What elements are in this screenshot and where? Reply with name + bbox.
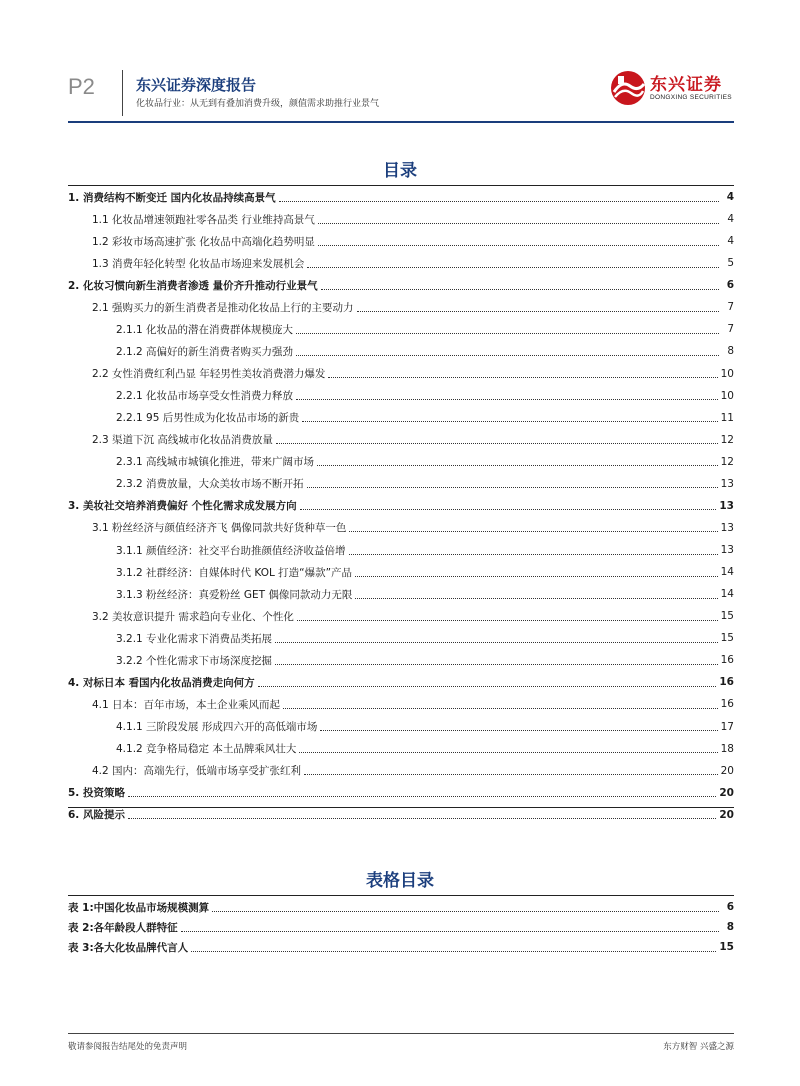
toc-entry[interactable]: 2.3.1 高线城市城镇化推进，带来广阔市场 12 — [116, 455, 734, 469]
toc-entry[interactable]: 3.2.2 个性化需求下市场深度挖掘 16 — [116, 654, 734, 667]
toc-entry[interactable]: 3.1.3 粉丝经济：真爱粉丝 GET 偶像同款动力无限 14 — [116, 588, 734, 601]
toc-entry[interactable]: 2. 化妆习惯向新生消费者渗透 量价齐升推动行业景气 6 — [68, 279, 734, 292]
footer-rule — [68, 1033, 734, 1034]
toc-entry[interactable]: 2.3.2 消费放量，大众美妆市场不断开拓 13 — [116, 477, 734, 491]
toc-entry[interactable]: 6. 风险提示 20 — [68, 808, 734, 822]
toc-entry[interactable]: 2.1.2 高偏好的新生消费者购买力强劲 8 — [116, 345, 734, 358]
toc-list — [68, 186, 734, 826]
toc-entry[interactable]: 3.1.2 社群经济：自媒体时代 KOL 打造“爆款”产品 14 — [116, 566, 734, 579]
toc-entry[interactable]: 4. 对标日本 看国内化妆品消费走向何方 16 — [68, 676, 734, 689]
toc-entry[interactable]: 4.2 国内：高端先行，低端市场享受扩张红利 20 — [92, 764, 734, 778]
page-number: P2 — [68, 74, 95, 99]
toc-entry[interactable]: 3.1.1 颜值经济：社交平台助推颜值经济收益倍增 13 — [116, 544, 734, 557]
toc-entry[interactable]: 2.2.1 95 后男性成为化妆品市场的新贵 11 — [116, 411, 734, 425]
toc-entry[interactable]: 2.2.1 化妆品市场享受女性消费力释放 10 — [116, 389, 734, 403]
toc-entry[interactable]: 1.2 彩妆市场高速扩张 化妆品中高端化趋势明显 4 — [92, 235, 734, 248]
tables-toc-title: 表格目录 — [366, 871, 434, 891]
logo-wordmark: 东兴证券 — [650, 75, 722, 95]
toc-entry[interactable]: 1.3 消费年轻化转型 化妆品市场迎来发展机会 5 — [92, 257, 734, 270]
toc-title: 目录 — [383, 161, 417, 181]
toc-entry[interactable]: 3.2.1 专业化需求下消费品类拓展 15 — [116, 632, 734, 645]
toc-entry[interactable]: 5. 投资策略 20 — [68, 786, 734, 800]
toc-entry[interactable]: 1.1 化妆品增速领跑社零各品类 行业维持高景气 4 — [92, 213, 734, 226]
tables-toc-top-rule — [68, 895, 734, 896]
report-name: 东兴证券深度报告 — [136, 76, 257, 94]
toc-entry[interactable]: 4.1.1 三阶段发展 形成四六开的高低端市场 17 — [116, 720, 734, 734]
logo-english: DONGXING SECURITIES — [650, 94, 732, 101]
toc-entry[interactable]: 2.3 渠道下沉 高线城市化妆品消费放量 12 — [92, 433, 734, 447]
toc-entry[interactable]: 3.1 粉丝经济与颜值经济齐飞 偶像同款共好货种草一色 13 — [92, 521, 734, 535]
toc-entry[interactable]: 4.1 日本：百年市场，本土企业乘风而起 16 — [92, 698, 734, 711]
toc-entry[interactable]: 2.1 强购买力的新生消费者是推动化妆品上行的主要动力 7 — [92, 301, 734, 314]
footer-slogan: 东方财智 兴盛之源 — [663, 1042, 734, 1052]
toc-entry[interactable]: 2.2 女性消费红利凸显 年轻男性美妆消费潜力爆发 10 — [92, 367, 734, 381]
table-toc-entry[interactable]: 表 2:各年龄段人群特征 8 — [68, 921, 734, 934]
header-divider — [122, 70, 123, 116]
toc-entry[interactable]: 4.1.2 竞争格局稳定 本土品牌乘风壮大 18 — [116, 742, 734, 756]
table-toc-entry[interactable]: 表 1:中国化妆品市场规模测算 6 — [68, 901, 734, 914]
toc-entry[interactable]: 3. 美妆社交培养消费偏好 个性化需求成发展方向 13 — [68, 499, 734, 513]
toc-entry[interactable]: 2.1.1 化妆品的潜在消费群体规模庞大 7 — [116, 323, 734, 336]
tables-toc-list — [68, 897, 734, 957]
footer-disclaimer: 敬请参阅报告结尾处的免责声明 — [68, 1042, 188, 1052]
toc-entry[interactable]: 3.2 美妆意识提升 需求趋向专业化、个性化 15 — [92, 610, 734, 623]
toc-bottom-rule — [68, 807, 734, 808]
header-rule — [68, 121, 734, 123]
table-toc-entry[interactable]: 表 3:各大化妆品牌代言人 15 — [68, 941, 734, 954]
report-subtitle: 化妆品行业：从无到有叠加消费升级，颜值需求助推行业景气 — [136, 99, 380, 109]
toc-entry[interactable]: 1. 消费结构不断变迁 国内化妆品持续高景气 4 — [68, 191, 734, 204]
